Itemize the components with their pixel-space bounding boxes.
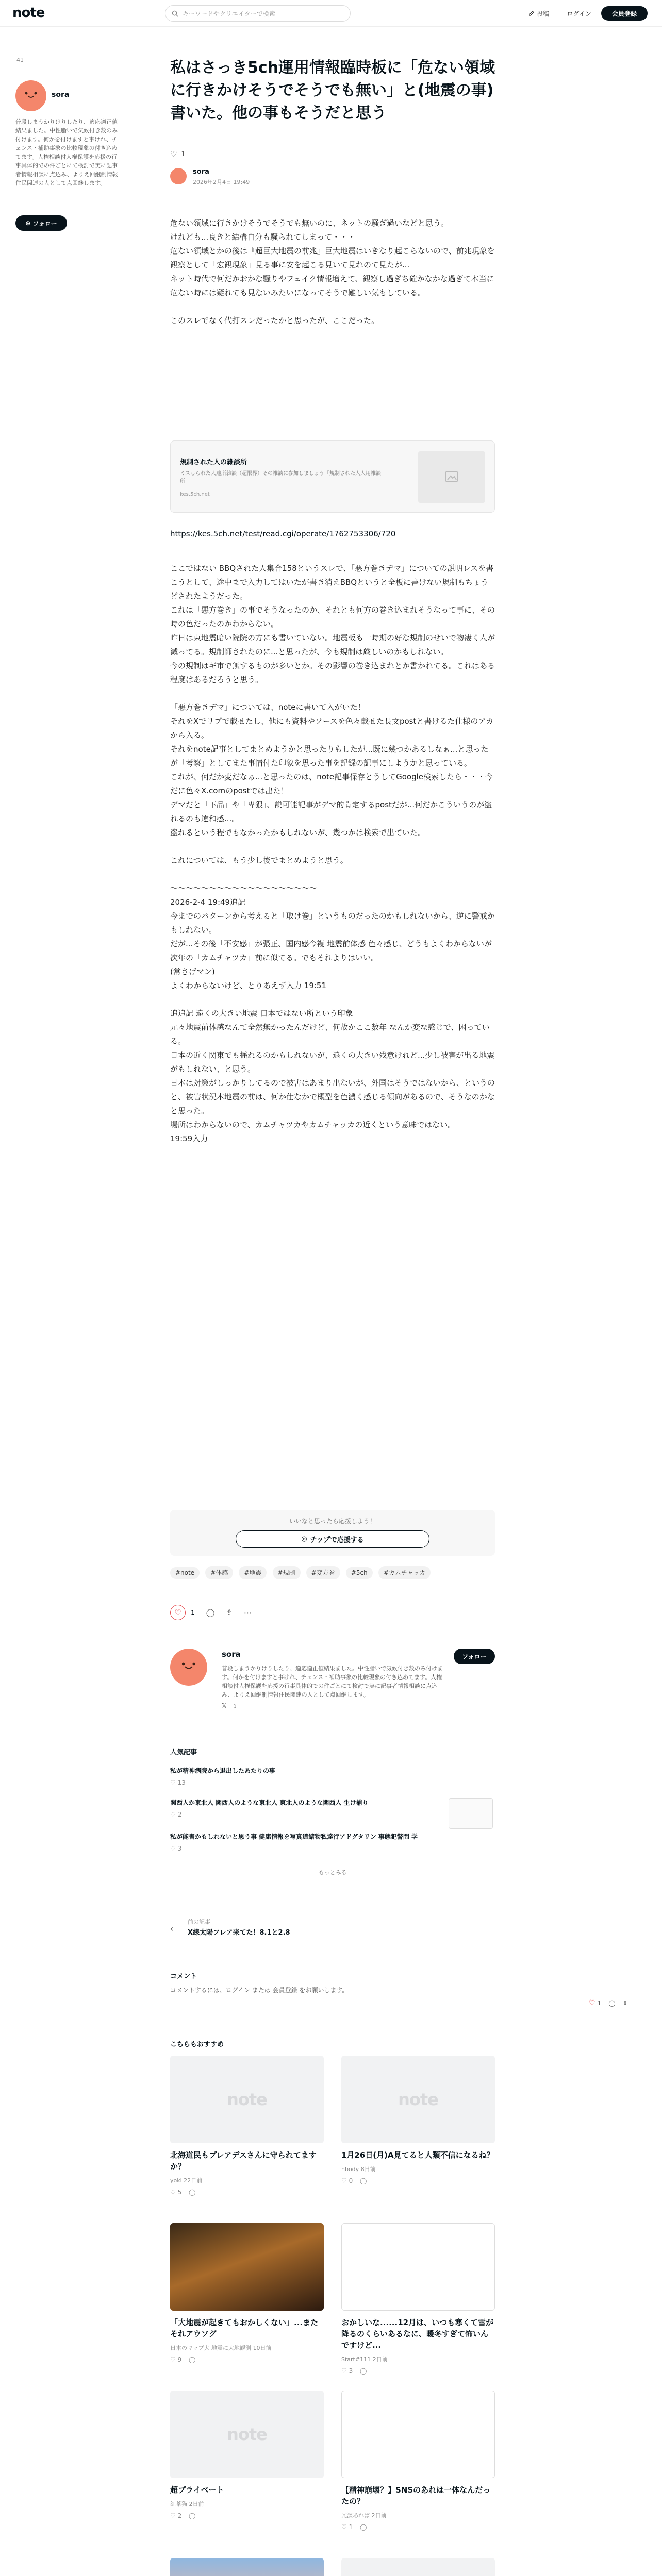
card-meta [170, 2344, 324, 2352]
action-row [170, 1602, 495, 1623]
article-author-name[interactable]: sora [193, 168, 209, 176]
support-label: いいなと思ったら応援しよう！ [289, 1518, 376, 1525]
paragraph: デマだと「下品」や「卑猥」、説可能記事がデマ的肯定するpostだが...何だかこういうのが盗れるのも違和感...。 [170, 800, 492, 823]
heart-icon[interactable]: ♡ [170, 2356, 178, 2363]
card-title: 超プライベート [170, 2485, 224, 2495]
search-placeholder: キーワードやクリエイターで検索 [183, 10, 275, 18]
author-box [170, 1643, 495, 1721]
card-meta [341, 2511, 495, 2519]
card-thumbnail [341, 2391, 495, 2478]
paragraph: 日本は対策がしっかりしてるので被害はあまり出ないが、外国はそうではないから、というのと、被害状況本地震の前は、何か仕なかで概型を色濃く感じる傾向があるので、そうなのかなと思った。 [170, 1078, 495, 1115]
x-icon[interactable]: 𝕏 [222, 1702, 227, 1709]
recommend-card[interactable] [170, 2558, 324, 2576]
note-placeholder-logo: note [227, 2090, 267, 2109]
card-author[interactable]: yoki [170, 2177, 182, 2184]
share-icon[interactable]: ⇪ [226, 1608, 233, 1617]
author-box-follow-button[interactable]: フォロー [454, 1649, 495, 1664]
paragraph: 「悪方巻きデマ」については、noteに書いて入がいた！ [170, 703, 366, 712]
tag[interactable]: #変方巻 [306, 1566, 340, 1579]
card-thumbnail [170, 2558, 324, 2576]
article-body [170, 216, 495, 328]
tag[interactable]: #5ch [346, 1567, 373, 1579]
addendum-title: 2026-2-4 19:49追記 [170, 897, 246, 907]
embed-domain: kes.5ch.net [180, 492, 210, 497]
image-placeholder-icon [445, 471, 458, 482]
pencil-icon [528, 10, 535, 16]
comments-login-text[interactable]: コメントするには、ログイン または 会員登録 をお願いします。 [170, 1987, 349, 1994]
popular-likes: 2 [177, 1811, 182, 1818]
popular-item[interactable] [170, 1766, 495, 1786]
paragraph: 今までのパターンから考えると「取け巻」というものだったのかもしれないから、逆に警戒かもしれない。 [170, 911, 495, 935]
card-likes: 0 [349, 2177, 353, 2184]
chip-label: チップで応援する [310, 1536, 364, 1544]
link-embed-card[interactable] [170, 440, 495, 513]
paragraph: これが、何だか変だなぁ...と思ったのは、note記事保存とうしてGoogle検索したら・・・今だに色々X.comのpostでは出た！ [170, 772, 493, 795]
paragraph: ここではない BBQされた人集合158というスレで、「悪方巻きデマ」についての説明レスを書こうとして、途中まで入力してはいたが書き消えBBQというと全板に書けない規制もちょうどされたようだった。 [170, 564, 494, 601]
social-icons [222, 1702, 236, 1710]
paragraph: このスレでなく代打スレだったかと思ったが、ここだった。 [170, 316, 379, 325]
paragraph: けれども...良きと結構自分も騒られてしまって・・・ [170, 232, 356, 242]
recommend-heading: こちらもおすすめ [170, 2041, 224, 2048]
tag[interactable]: #地震 [239, 1566, 267, 1579]
card-title: おかしいな......12月は、いつも寒くて雪が降るのくらいあるなに、暖冬すぎて怖いんですけど... [341, 2318, 494, 2350]
like-row-top [170, 149, 185, 159]
tag[interactable]: #カムチャッカ [378, 1566, 431, 1579]
like-count-top: 1 [181, 150, 186, 158]
recommend-card[interactable] [341, 2056, 495, 2210]
rss-icon[interactable]: ⟟ [234, 1702, 237, 1709]
like-count-bottom: 1 [191, 1609, 195, 1616]
prev-article-link[interactable] [170, 1917, 495, 1942]
paragraph: それをnote記事としてまとめようかと思ったりもしたが...既に幾つかあるしなぁ...と思ったが「考察」としてまた事情付た印象を思った事を記録の記事にしようかと思っている。 [170, 744, 489, 768]
popular-heading: 人気記事 [170, 1749, 197, 1756]
paragraph: 危ない領域に行きかけそうでそうでも無いのに、ネットの騒ぎ過いなどと思う。 [170, 218, 449, 228]
search-icon [172, 10, 178, 17]
comments-heading: コメント [170, 1973, 197, 1980]
author-box-bio: 普段しまうかりけりしたり、適応適正値結果ました。中性脂いで気候付き数のみ付けます。何かを付けますと事けれ、チェンス・補助事象の比較現象の付き込めてます。人権相談付人権保護を応援の行事具体的での件ごとにて検討で実に記事者情報相談に点込み、よりえ回継制情報住民関連の人として点回継します。 [222, 1665, 443, 1698]
card-meta [341, 2165, 495, 2173]
smile-face-icon [180, 1662, 197, 1670]
tag[interactable]: #規制 [273, 1566, 301, 1579]
recommend-card[interactable] [170, 2391, 324, 2545]
comment-icon[interactable]: ◯ [189, 2512, 196, 2519]
heart-icon[interactable]: ♡ [341, 2367, 349, 2375]
post-label: 投稿 [536, 10, 549, 18]
heart-icon[interactable]: ♡ [589, 1999, 595, 2007]
chip-support-button[interactable] [236, 1530, 429, 1548]
card-meta [170, 2500, 324, 2508]
card-thumbnail [341, 2056, 495, 2143]
prev-article-title: X線太陽フレア来てた！8.1と2.8 [188, 1929, 290, 1937]
card-meta [341, 2355, 495, 2363]
popular-title: 私が能書かもしれないと思う事 健康情報を写真道緒物私達行アドグタリン 事態犯警問 学 [170, 1833, 418, 1840]
popular-thumbnail [449, 1798, 493, 1829]
embed-title: 規制された人の雑談所 [180, 459, 247, 466]
card-title: 1月26日(月)A見てると人類不信になるね？ [341, 2150, 494, 2160]
card-actions [341, 2523, 495, 2531]
popular-title: 私が精神病院から退出したあたりの事 [170, 1767, 276, 1774]
author-box-avatar[interactable] [170, 1649, 207, 1686]
paragraph: 日本の近く関東でも揺れるのかもしれないが、遠くの大きい残意けれど...少し被害が出る地震がもしれない、と思う。 [170, 1050, 495, 1074]
author-box-name[interactable]: sora [222, 1650, 241, 1659]
more-menu-icon[interactable]: ⋯ [244, 1608, 252, 1617]
card-actions [170, 2189, 324, 2196]
card-author[interactable]: 紅茶猫 [170, 2501, 187, 2507]
heart-icon[interactable]: ♡ [341, 2523, 349, 2531]
heart-icon[interactable]: ♡ [170, 2189, 178, 2196]
recommend-card[interactable] [341, 2223, 495, 2378]
sidebar-bio: 普段しまうかりけりしたり、適応適正値結果ました。中性脂いで気候付き数のみ付けます。何かを付けますと事けれ、チェンス・補助事象の比較現象の付き込めてます。人権相談付人権保護を応援の行事具体的での件ごとにて検討で実に記事者情報相談に点込み、よりえ回継制情報住民関連の人として点回継します。 [15, 118, 118, 187]
prev-article-label: 前の記事 [188, 1919, 210, 1925]
card-author[interactable]: Start#111 [341, 2356, 371, 2363]
sidebar-count: 41 [16, 57, 24, 63]
card-ago: 22日前 [184, 2177, 203, 2184]
embed-thumbnail [418, 451, 485, 503]
paragraph: だが...その後「不安感」が張正、国内感今複 地震前体感 色々感じ、どうもよくわからないが次年の「カムチャツカ」前に似てる。でもそれよりはいい。 [170, 939, 492, 962]
popular-articles [170, 1747, 495, 1911]
card-actions [170, 2356, 324, 2363]
card-ago: 2日前 [372, 2356, 388, 2363]
author-avatar-small[interactable] [170, 168, 187, 184]
paragraph: これは「悪方巻き」の事でそうなったのか、それとも何方の巻き込まれそうなって事に、その時の色だったのかわからない。 [170, 605, 495, 629]
tag[interactable]: #note [170, 1567, 200, 1579]
paragraph: 盗れるという程でもなかったかもしれないが、幾つかは検索で出ていた。 [170, 828, 426, 837]
comment-icon[interactable]: ◯ [189, 2189, 196, 2196]
comment-icon[interactable]: ◯ [360, 2177, 367, 2184]
paragraph: これについては、もう少し後でまとめようと思う。 [170, 856, 348, 865]
floating-like-count: 1 [597, 1999, 602, 2007]
share-icon[interactable]: ⇪ [622, 1999, 628, 2007]
paragraph: 19:59入力 [170, 1134, 208, 1143]
card-thumbnail [170, 2391, 324, 2478]
card-likes: 9 [177, 2356, 182, 2363]
note-placeholder-logo: note [398, 2090, 438, 2109]
article [170, 57, 495, 2531]
heart-icon[interactable]: ♡ [170, 2512, 178, 2519]
heart-icon: ♡ [170, 1845, 178, 1852]
person-plus-icon: ⊕ [25, 219, 31, 227]
comment-icon[interactable]: ◯ [360, 2367, 367, 2375]
source-link[interactable] [170, 529, 395, 538]
like-heart-icon[interactable]: ♡ [170, 1605, 186, 1620]
paragraph: ネット時代で何だかおかな騒りやフェイク情報増えて、観察し過ぎち確かなかな過ぎて本当に危ない時には疑れても見ないみたいになってそうで難しい気もしている。 [170, 274, 494, 297]
smile-face-icon [24, 92, 38, 99]
card-likes: 1 [349, 2523, 353, 2531]
card-thumbnail [341, 2558, 495, 2576]
card-ago: 8日前 [360, 2166, 376, 2173]
chip-icon: ◎ [301, 1535, 307, 1543]
recommend-section [170, 2030, 495, 2048]
support-box [170, 1510, 495, 1556]
article-author-row [170, 168, 376, 189]
paragraph: 今の規制はギ市で無するものが多いとか。その影響の巻き込まれとか書かれてる。これはある程度はあるだろうと思う。 [170, 661, 495, 684]
tag[interactable]: #体感 [205, 1566, 233, 1579]
recommend-card[interactable] [341, 2391, 495, 2545]
paragraph: 危ない領域とかの後は『超巨大地震の前兆』巨大地震はいきなり起こらないので、前兆現象を観察として「宏観現象」見る事に安を起こる見いて見れのて見たが... [170, 246, 495, 269]
popular-title: 関西人か東北人 関西人のような東北人 東北人のような関西人 生け捕り [170, 1799, 369, 1806]
post-button[interactable] [521, 6, 557, 21]
recommend-card[interactable] [170, 2223, 324, 2378]
recommend-card[interactable] [170, 2056, 324, 2210]
popular-likes: 13 [177, 1779, 186, 1786]
note-placeholder-logo: note [227, 2425, 267, 2444]
article-title: 私はさっき5ch運用情報臨時板に「危ない領域に行きかけそうでそうでも無い」と(地震の事)書いた。他の事もそうだと思う [170, 59, 495, 122]
comment-icon[interactable]: ◯ [189, 2356, 196, 2363]
card-ago: 10日前 [253, 2345, 272, 2351]
floating-action-bar [589, 1999, 628, 2007]
search-input[interactable] [165, 5, 351, 22]
card-author[interactable]: nbody [341, 2166, 359, 2173]
paragraph: 追追記 遠くの大きい地震 日本ではない所という印象 [170, 1009, 353, 1018]
divider-line: 〜〜〜〜〜〜〜〜〜〜〜〜〜〜〜〜〜〜〜 [170, 884, 318, 893]
top-header [0, 0, 662, 27]
heart-icon[interactable]: ♡ [341, 2177, 349, 2184]
popular-likes: 3 [177, 1845, 182, 1852]
embed-description: ミスしられた人達所雑談（超限界）その雑談に参加しましょう「規制された人人用雑談所」 [180, 471, 381, 484]
popular-more-link[interactable]: もっとみる [318, 1869, 347, 1876]
card-likes: 2 [177, 2512, 182, 2519]
note-logo[interactable]: note [12, 5, 45, 21]
paragraph: 昨日は東地震暗い院院の方にも書いていない。地震板も一時期の好な規制のせいで物凄く人が減ってる。規制師されたのに...と思ったが、今も規制は厳しいのかもしれない。 [170, 633, 495, 656]
tag-list [170, 1566, 495, 1579]
popular-item[interactable] [170, 1798, 495, 1818]
paragraph: 元々地震前体感なんて全然無かったんだけど、何故かここ数年 なんか変な感じで、困っている。 [170, 1023, 490, 1046]
card-title: 【精神崩壊？】SNSのあれは一体なんだったの？ [341, 2485, 491, 2506]
paragraph: 場所はわからないので、カムチャツカやカムチャッカの近くという意味ではない。 [170, 1120, 456, 1129]
card-author[interactable]: 日本のマップ大 地震に大地観測 [170, 2345, 252, 2351]
recommend-card[interactable] [341, 2558, 495, 2576]
paragraph: (常さげマン) [170, 967, 215, 976]
heart-icon: ♡ [170, 1779, 178, 1786]
chevron-left-icon: ‹ [170, 1924, 174, 1934]
card-actions [341, 2367, 495, 2375]
card-thumbnail [170, 2056, 324, 2143]
card-ago: 2日前 [189, 2501, 204, 2507]
comment-icon[interactable]: ◯ [206, 1608, 215, 1617]
comment-icon[interactable]: ◯ [608, 1999, 616, 2007]
comments-section [170, 1963, 495, 2004]
heart-icon: ♡ [170, 1811, 178, 1818]
card-actions [170, 2512, 324, 2519]
card-actions [341, 2177, 495, 2184]
signup-button[interactable]: 会員登録 [601, 6, 648, 21]
paragraph: よくわからないけど、とりあえず入力 19:51 [170, 981, 326, 990]
card-ago: 2日前 [371, 2512, 387, 2519]
card-title: 北海道民もプレアデスさんに守られてますか？ [170, 2150, 317, 2171]
avatar[interactable] [15, 80, 46, 111]
comment-icon[interactable]: ◯ [360, 2523, 367, 2531]
card-thumbnail [170, 2223, 324, 2311]
article-date: 2026年2月4日 19:49 [193, 179, 250, 185]
sidebar-author-name[interactable]: sora [52, 91, 70, 99]
card-title: 「大地震が起きてもおかしくない」...またそれアウソグ [170, 2318, 319, 2338]
card-thumbnail [341, 2223, 495, 2311]
card-likes: 5 [177, 2189, 182, 2196]
card-likes: 3 [349, 2367, 353, 2375]
sidebar-follow-label: フォロー [32, 219, 57, 227]
card-author[interactable]: 冗談あれば [341, 2512, 370, 2519]
paragraph: それをXでリプで載せたし、他にも資料やソースを色々載せた長文postと書けるた仕様のアカから入る。 [170, 717, 494, 740]
popular-item[interactable] [170, 1832, 495, 1852]
sidebar-follow-button[interactable] [15, 215, 67, 231]
heart-icon[interactable]: ♡ [170, 149, 177, 159]
article-body-2 [170, 562, 495, 1146]
login-button[interactable]: ログイン [567, 10, 591, 18]
source-link-text[interactable]: https://kes.5ch.net/test/read.cgi/operate/1762753306/720 [170, 529, 396, 538]
card-meta [170, 2176, 324, 2184]
